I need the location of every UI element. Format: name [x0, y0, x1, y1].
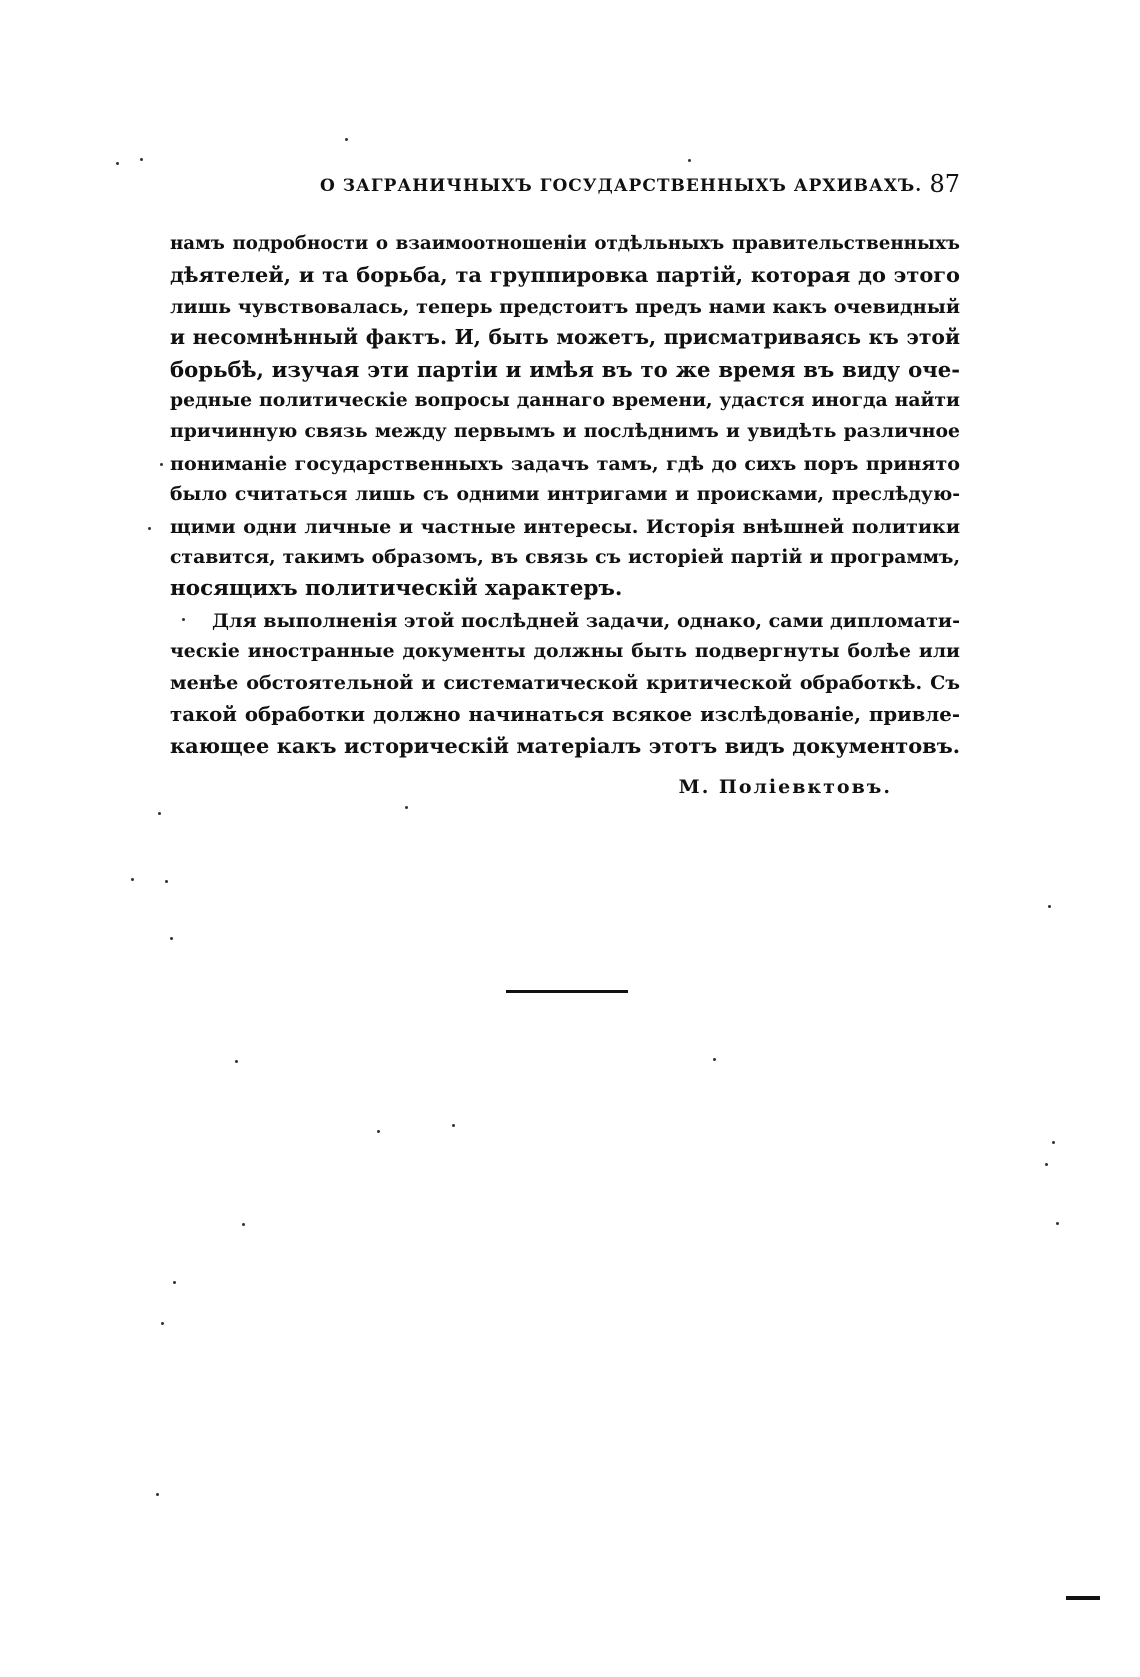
scan-speck	[377, 1130, 380, 1133]
paragraph-1	[170, 228, 960, 605]
scan-speck	[688, 159, 691, 162]
text-line: дѣятелей, и та борьба, та группировка партій, которая до этого	[170, 262, 960, 288]
author-signature: М. Поліевктовъ.	[678, 776, 892, 798]
scan-speck	[156, 1493, 159, 1496]
scan-speck	[131, 878, 134, 881]
scan-speck	[165, 880, 168, 883]
text-line: причинную связь между первымъ и послѣднимъ и увидѣть различное	[170, 420, 960, 443]
scan-speck	[158, 812, 161, 815]
text-line: Для выполненія этой послѣдней задачи, однако, сами дипломати-	[212, 608, 960, 632]
body-text	[170, 228, 960, 762]
text-line: носящихъ политическій характеръ.	[170, 576, 623, 602]
paragraph-2	[170, 605, 960, 762]
scan-speck	[1048, 905, 1051, 908]
edge-scan-mark	[1066, 1596, 1100, 1600]
text-line: менѣе обстоятельной и систематической критической обработкѣ. Съ	[170, 671, 960, 695]
running-head	[170, 170, 960, 206]
text-line: пониманіе государственныхъ задачъ тамъ, гдѣ до сихъ поръ принято	[170, 451, 960, 475]
text-line: и несомнѣнный фактъ. И, быть можетъ, присматриваясь къ этой	[170, 325, 960, 350]
scan-speck	[161, 1322, 164, 1325]
scan-speck	[182, 618, 185, 621]
text-line: такой обработки должно начинаться всякое изслѣдованіе, привле-	[170, 702, 960, 726]
scan-speck	[345, 138, 348, 141]
running-title: О ЗАГРАНИЧНЫХЪ ГОСУДАРСТВЕННЫХЪ АРХИВАХЪ.	[320, 176, 923, 196]
scan-speck	[173, 1281, 176, 1284]
text-line: намъ подробности о взаимоотношеніи отдѣльныхъ правительственныхъ	[170, 233, 960, 254]
text-line: лишь чувствовалась, теперь предстоитъ предъ нами какъ очевидный	[170, 294, 960, 318]
page-number: 87	[929, 170, 960, 198]
scan-speck	[140, 158, 143, 161]
scan-speck	[405, 806, 408, 809]
scan-speck	[713, 1058, 716, 1061]
text-line: ставится, такимъ образомъ, въ связь съ исторіей партій и программъ,	[170, 545, 960, 568]
text-line: борьбѣ, изучая эти партіи и имѣя въ то же время въ виду оче-	[170, 356, 960, 382]
scan-speck	[160, 463, 163, 466]
text-line: было считаться лишь съ одними интригами и происками, преслѣдую-	[170, 483, 960, 506]
text-line: ческіе иностранные документы должны быть подвергнуты болѣе или	[170, 640, 960, 663]
scan-speck	[1056, 1222, 1059, 1225]
scan-speck	[235, 1060, 238, 1063]
scan-speck	[1052, 1141, 1055, 1144]
section-end-rule	[506, 990, 628, 993]
scan-speck	[452, 1124, 455, 1127]
text-line: кающее какъ историческій матеріалъ этотъ видъ документовъ.	[170, 733, 960, 759]
scan-speck	[242, 1223, 245, 1226]
scan-speck	[170, 937, 173, 940]
text-line: редные политическіе вопросы даннаго времени, удастся иногда найти	[170, 388, 960, 411]
scan-speck	[1045, 1163, 1048, 1166]
scan-speck	[116, 162, 119, 165]
scan-speck	[148, 527, 151, 530]
text-line: щими одни личные и частные интересы. Исторія внѣшней политики	[170, 514, 960, 538]
